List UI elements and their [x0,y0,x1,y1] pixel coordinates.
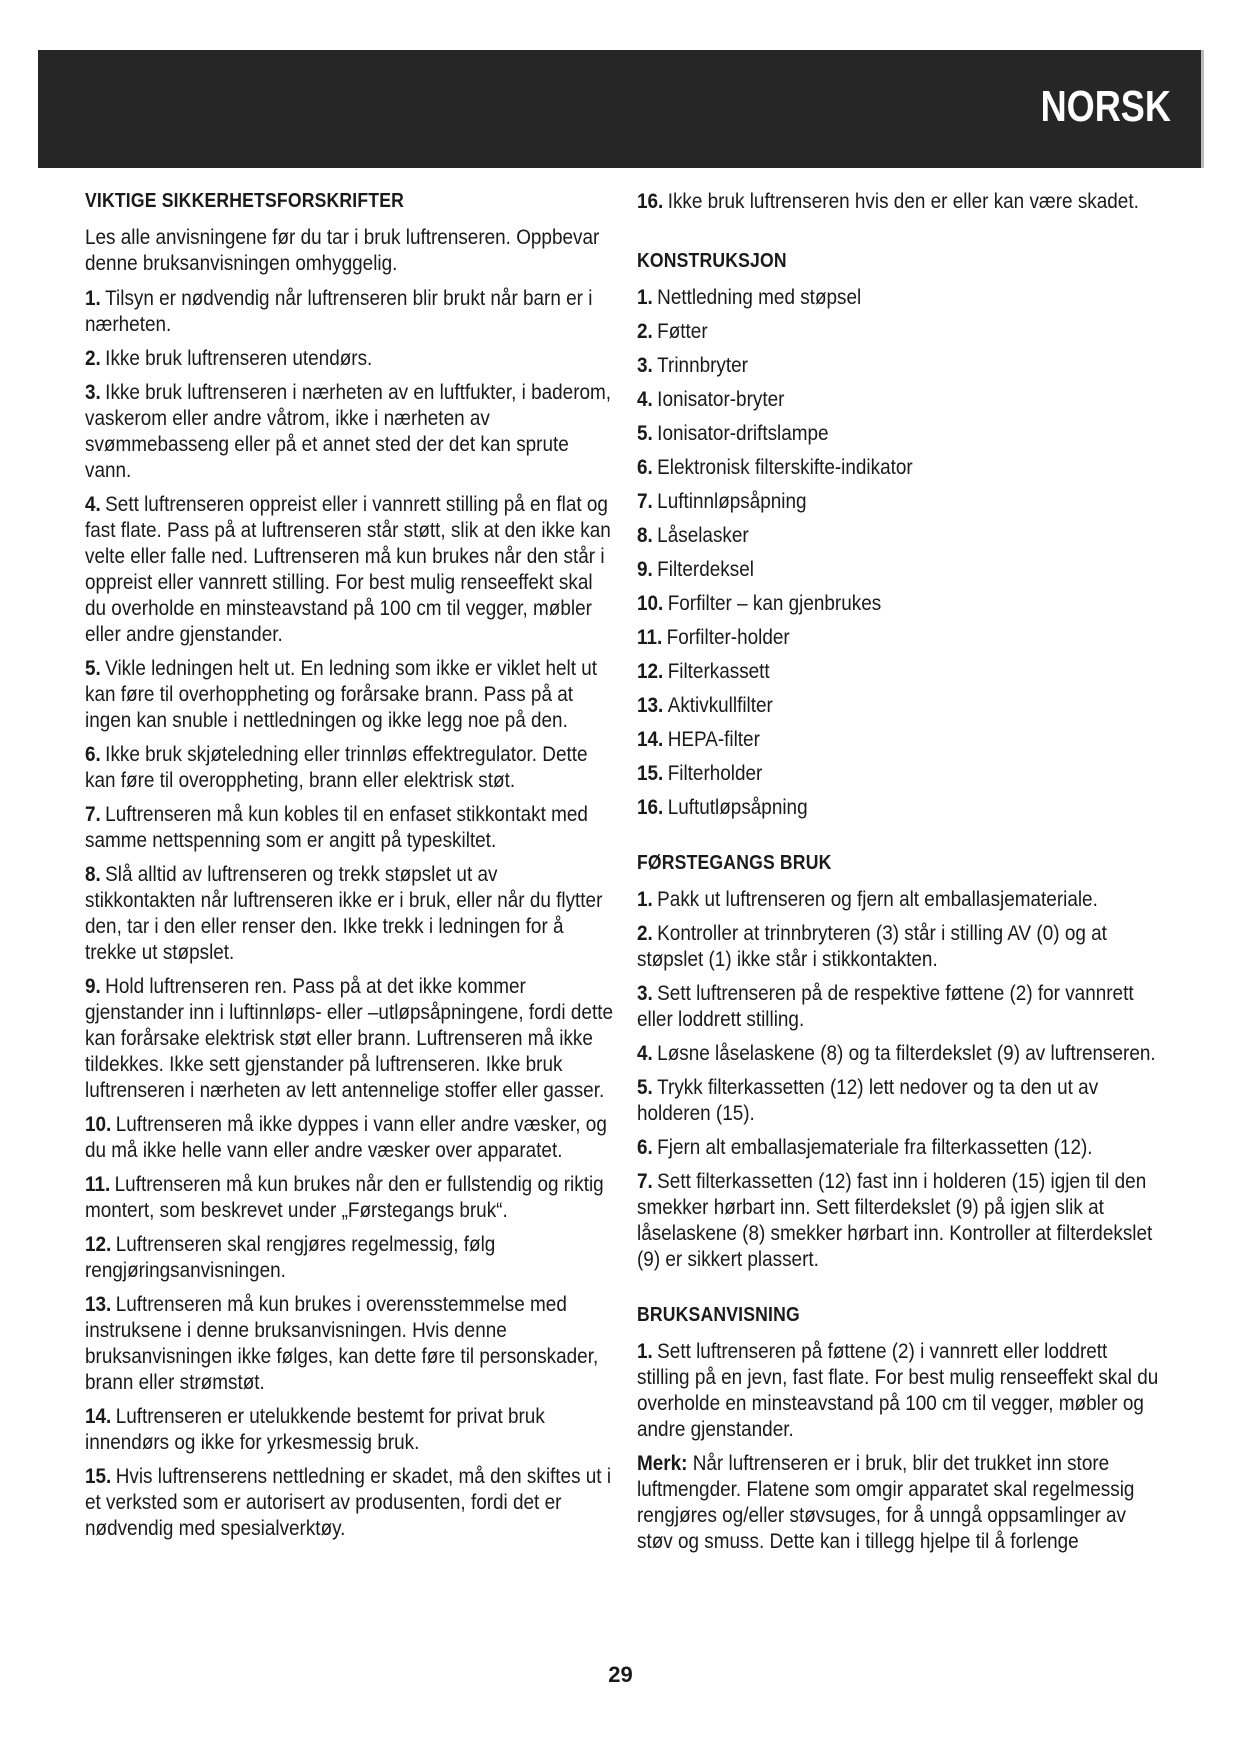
item-text: Sett filterkassetten (12) fast inn i holderen (15) igjen til den smekker hørbart inn. Sett filterdekslet (9) på igjen slik at låselaskene (8) smekker hørbart inn. Kontroller at filterdekslet (9) er sikkert plassert. [637,1169,1153,1271]
construction-item-1 [637,284,1165,310]
first-use-item-5 [637,1074,1165,1126]
safety-item-13 [85,1291,613,1395]
item-text: Sett luftrenseren på føttene (2) i vannrett eller loddrett stilling på en jevn, fast flate. For best mulig renseeffekt skal du overholde en minsteavstand på 100 cm til vegger, møbler og andre gjenstander. [637,1339,1159,1441]
construction-heading: KONSTRUKSJON [637,250,787,272]
item-number: 4. [637,387,653,411]
item-number: 4. [637,1041,653,1065]
item-number: 1. [637,285,653,309]
first-use-item-2 [637,920,1165,972]
language-header-bar [38,50,1201,168]
item-number: 13. [637,693,664,717]
item-number: 14. [637,727,664,751]
construction-item-4 [637,386,1165,412]
item-number: 3. [85,380,101,404]
item-number: 11. [637,625,663,649]
construction-item-10 [637,590,1165,616]
item-text: Føtter [657,319,708,343]
item-text: Forfilter-holder [666,625,790,649]
safety-intro: Les alle anvisningene før du tar i bruk luftrenseren. Oppbevar denne bruksanvisningen omhyggelig. [85,225,600,275]
construction-item-8 [637,522,1165,548]
safety-item-4 [85,491,613,647]
header-edge-shadow [1201,50,1204,168]
item-number: 6. [85,742,101,766]
item-number: 6. [637,1135,653,1159]
usage-note [637,1450,1165,1554]
right-column [637,188,1165,1562]
item-text: Løsne låselaskene (8) og ta filterdekslet (9) av luftrenseren. [657,1041,1156,1065]
safety-heading: VIKTIGE SIKKERHETSFORSKRIFTER [85,190,404,212]
item-text: Hvis luftrenserens nettledning er skadet, må den skiftes ut i et verksted som er autorisert av produsenten, fordi det er nødvendig med spesialverktøy. [85,1464,612,1540]
safety-item-8 [85,861,613,965]
item-number: 8. [637,523,653,547]
item-number: 3. [637,981,653,1005]
item-number: 2. [637,319,653,343]
construction-item-11 [637,624,1165,650]
item-text: Hold luftrenseren ren. Pass på at det ikke kommer gjenstander inn i luftinnløps- eller –utløpsåpningene, fordi dette kan forårsake elektrisk støt eller brann. Luftrenseren må ikke tildekkes. Ikke sett gjenstander på luftrenseren. Ikke bruk luftrenseren i nærheten av lett antennelige stoffer eller gasser. [85,974,613,1102]
construction-item-2 [637,318,1165,344]
item-text: Ionisator-driftslampe [657,421,829,445]
construction-item-3 [637,352,1165,378]
item-text: Slå alltid av luftrenseren og trekk støpslet ut av stikkontakten når luftrenseren ikke er i bruk, eller når du flytter den, tar i den eller renser den. Ikke trekk i ledningen for å trekke ut støpslet. [85,862,603,964]
item-number: 2. [637,921,653,945]
item-number: 14. [85,1404,112,1428]
item-number: 12. [85,1232,112,1256]
item-text: Kontroller at trinnbryteren (3) står i stilling AV (0) og at støpslet (1) ikke står i stikkontakten. [637,921,1107,971]
item-text: Sett luftrenseren oppreist eller i vannrett stilling på en flat og fast flate. Pass på at luftrenseren står støtt, slik at den ikke kan velte eller falle ned. Luftrenseren må kun brukes når den står i oppreist eller vannrett stilling. For best mulig renseeffekt skal du overholde en minsteavstand på 100 cm til vegger, møbler eller andre gjenstander. [85,492,611,646]
usage-item-1 [637,1338,1165,1442]
item-text: Ikke bruk luftrenseren i nærheten av en luftfukter, i baderom, vaskerom eller andre våtrom, ikke i nærheten av svømmebasseng eller på et annet sted der det kan sprute vann. [85,380,612,482]
language-title: NORSK [1040,82,1171,131]
construction-item-12 [637,658,1165,684]
construction-item-13 [637,692,1165,718]
construction-item-15 [637,760,1165,786]
item-text: Forfilter – kan gjenbrukes [667,591,882,615]
item-text: Luftrenseren må kun brukes når den er fullstendig og riktig montert, som beskrevet under „Førstegangs bruk“. [85,1172,604,1222]
item-text: Luftutløpsåpning [667,795,808,819]
first-use-item-6 [637,1134,1165,1160]
left-column [85,188,613,1549]
first-use-item-1 [637,886,1165,912]
item-number: 1. [637,1339,653,1363]
item-number: 1. [85,286,101,310]
page-number: 29 [608,1662,633,1687]
item-text: HEPA-filter [667,727,760,751]
construction-item-14 [637,726,1165,752]
item-number: 9. [85,974,101,998]
safety-item-14 [85,1403,613,1455]
construction-item-7 [637,488,1165,514]
item-number: 11. [85,1172,111,1196]
safety-item-5 [85,655,613,733]
construction-item-5 [637,420,1165,446]
right-column-content [637,188,1165,1554]
safety-item-7 [85,801,613,853]
item-number: 6. [637,455,653,479]
safety-item-10 [85,1111,613,1163]
item-number: 8. [85,862,101,886]
item-number: 7. [637,1169,653,1193]
item-text: Aktivkullfilter [667,693,773,717]
item-number: 16. [637,189,664,213]
item-text: Luftrenseren er utelukkende bestemt for privat bruk innendørs og ikke for yrkesmessig bruk. [85,1404,545,1454]
item-number: 5. [637,421,653,445]
item-number: 9. [637,557,653,581]
item-text: Ionisator-bryter [657,387,785,411]
item-number: 7. [85,802,101,826]
item-number: 5. [85,656,101,680]
safety-item-2 [85,345,613,371]
safety-item-3 [85,379,613,483]
item-text: Ikke bruk luftrenseren hvis den er eller kan være skadet. [667,189,1139,213]
item-text: Elektronisk filterskifte-indikator [657,455,913,479]
safety-item-6 [85,741,613,793]
item-text: Sett luftrenseren på de respektive føttene (2) for vannrett eller loddrett stilling. [637,981,1134,1031]
item-text: Luftrenseren må kun brukes i overensstemmelse med instruksene i denne bruksanvisningen. Hvis denne bruksanvisningen ikke følges, kan dette føre til personskader, brann eller strømstøt. [85,1292,599,1394]
left-column-content [85,188,613,1541]
construction-item-9 [637,556,1165,582]
item-text: Luftrenseren må ikke dyppes i vann eller andre væsker, og du må ikke helle vann eller andre væsker over apparatet. [85,1112,607,1162]
item-text: Ikke bruk luftrenseren utendørs. [105,346,373,370]
safety-item-15 [85,1463,613,1541]
usage-list [637,1338,1165,1442]
construction-list [637,284,1165,820]
first-use-heading: FØRSTEGANGS BRUK [637,852,832,874]
item-text: Luftrenseren må kun kobles til en enfaset stikkontakt med samme nettspenning som er angitt på typeskiltet. [85,802,588,852]
item-number: 4. [85,492,101,516]
safety-item-11 [85,1171,613,1223]
first-use-item-4 [637,1040,1165,1066]
first-use-list [637,886,1165,1272]
item-text: Nettledning med støpsel [657,285,862,309]
safety-item-1 [85,285,613,337]
first-use-item-7 [637,1168,1165,1272]
item-text: Luftrenseren skal rengjøres regelmessig, følg rengjøringsanvisningen. [85,1232,496,1282]
safety-list [85,285,613,1541]
item-number: 10. [85,1112,112,1136]
item-number: 13. [85,1292,112,1316]
first-use-item-3 [637,980,1165,1032]
item-text: Ikke bruk skjøteledning eller trinnløs effektregulator. Dette kan føre til overoppheting, brann eller elektrisk støt. [85,742,588,792]
safety-item-16 [637,188,1165,214]
item-number: 15. [637,761,664,785]
item-text: Fjern alt emballasjemateriale fra filterkassetten (12). [657,1135,1093,1159]
construction-item-6 [637,454,1165,480]
safety-item-12 [85,1231,613,1283]
item-number: 15. [85,1464,112,1488]
item-text: Trykk filterkassetten (12) lett nedover og ta den ut av holderen (15). [637,1075,1099,1125]
item-text: Tilsyn er nødvendig når luftrenseren blir brukt når barn er i nærheten. [85,286,593,336]
item-text: Filterdeksel [657,557,754,581]
item-text: Luftinnløpsåpning [657,489,807,513]
item-number: 3. [637,353,653,377]
item-number: 1. [637,887,653,911]
note-label: Merk: [637,1451,688,1475]
item-number: 16. [637,795,664,819]
item-text: Pakk ut luftrenseren og fjern alt emballasjemateriale. [657,887,1098,911]
item-number: 7. [637,489,653,513]
item-number: 12. [637,659,664,683]
item-number: 5. [637,1075,653,1099]
item-text: Filterholder [667,761,763,785]
item-number: 2. [85,346,101,370]
construction-item-16 [637,794,1165,820]
item-number: 10. [637,591,664,615]
item-text: Vikle ledningen helt ut. En ledning som ikke er viklet helt ut kan føre til overhoppheting og forårsake brann. Pass på at ingen kan snuble i nettledningen og ikke legg noe på den. [85,656,598,732]
usage-heading: BRUKSANVISNING [637,1304,800,1326]
item-text: Trinnbryter [657,353,748,377]
item-text: Låselasker [657,523,749,547]
item-text: Filterkassett [667,659,770,683]
safety-item-9 [85,973,613,1103]
note-text: Når luftrenseren er i bruk, blir det trukket inn store luftmengder. Flatene som omgir apparatet skal regelmessig rengjøres og/eller støvsuges, for å unngå oppsamlinger av støv og smuss. Dette kan i tillegg hjelpe til å forlenge [637,1451,1135,1553]
